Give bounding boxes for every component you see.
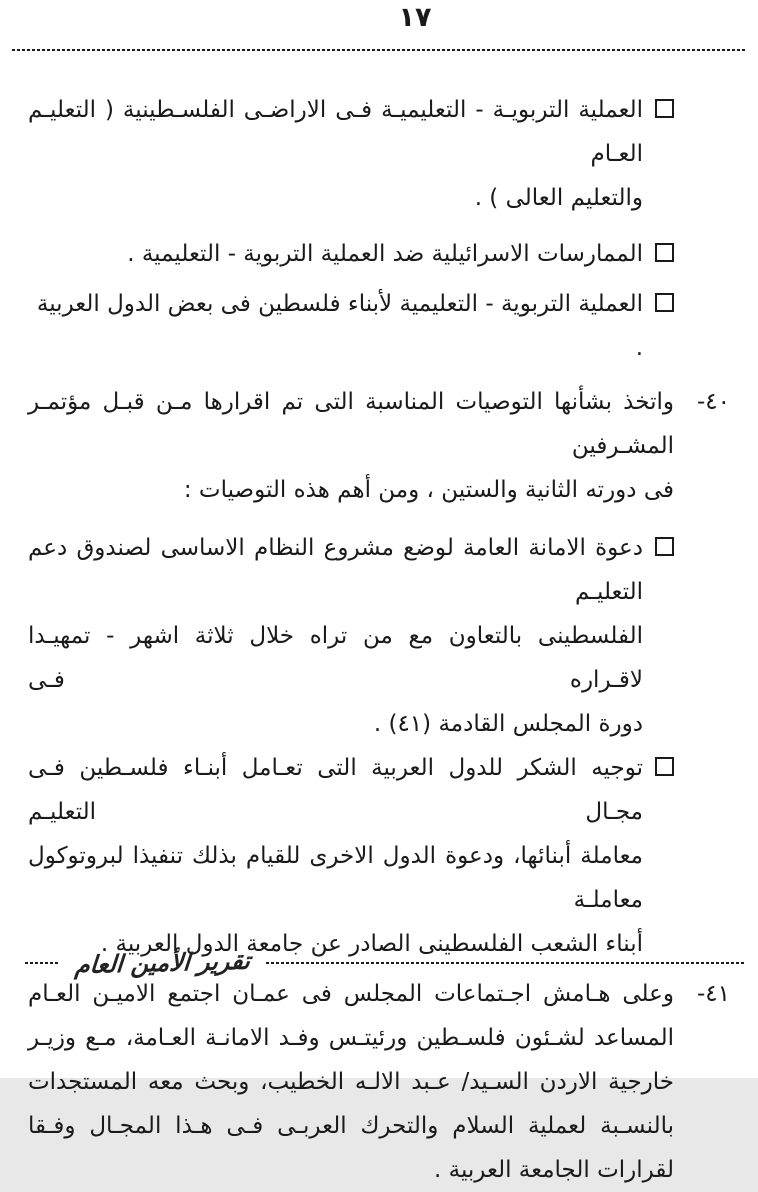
item-line: خارجية الاردن السـيد/ عـبد الالـه الخطيب، وبحث معه المستجدات xyxy=(28,1069,674,1095)
item-line: دورة المجلس القادمة (٤١) . xyxy=(373,711,643,737)
page-number: ١٧ xyxy=(398,2,432,33)
page-footer xyxy=(25,945,745,980)
checkbox-icon xyxy=(655,537,674,556)
item-line: لقرارات الجامعة العربية . xyxy=(434,1157,674,1183)
item-line: دعوة الامانة العامة لوضع مشروع النظام الاساسى لصندوق دعم التعليـم xyxy=(28,535,643,605)
checkbox-item xyxy=(28,526,730,746)
item-line: معاملة أبنائها، ودعوة الدول الاخرى للقيام بذلك تنفيذا لبروتوكول معاملـة xyxy=(28,843,643,913)
checkbox-icon xyxy=(655,293,674,312)
item-number: ٤١- xyxy=(696,981,730,1007)
item-line: واتخذ بشأنها التوصيات المناسبة التى تم اقرارها مـن قبـل مؤتمـر المشـرفين xyxy=(28,389,674,459)
item-line: وعلى هـامش اجـتماعات المجلس فى عمـان اجتمع الاميـن العـام xyxy=(28,981,674,1007)
item-number: ٤٠- xyxy=(696,389,730,415)
checkbox-icon xyxy=(655,757,674,776)
checkbox-item xyxy=(28,746,730,966)
checkbox-item xyxy=(28,232,730,276)
top-divider-rule xyxy=(12,49,745,51)
item-line: بالنسـبة لعملية السلام والتحرك العربـى فـى هـذا المجـال وفـقا xyxy=(28,1113,674,1139)
checkbox-item xyxy=(28,282,730,370)
item-line: فى دورته الثانية والستين ، ومن أهم هذه التوصيات : xyxy=(183,477,674,503)
checkbox-icon xyxy=(655,99,674,118)
document-body xyxy=(28,88,730,1192)
footer-divider-rule-short xyxy=(25,962,59,964)
checkbox-item xyxy=(28,88,730,220)
numbered-item xyxy=(28,972,730,1192)
footer-divider-rule xyxy=(266,962,745,964)
item-line: أبناء الشعب الفلسطينى الصادر عن جامعة الدول العربية . xyxy=(100,931,643,957)
numbered-item xyxy=(28,380,730,512)
item-line: العملية التربوية - التعليمية لأبناء فلسطين فى بعض الدول العربية . xyxy=(36,291,643,361)
item-line: الممارسات الاسرائيلية ضد العملية التربوية - التعليمية . xyxy=(127,241,643,267)
item-line: والتعليم العالى ) . xyxy=(474,185,643,211)
footer-handwritten-note: تقرير الأمين العام xyxy=(73,945,252,980)
item-line: العملية التربويـة - التعليميـة فـى الاراضـى الفلسـطينية ( التعليـم العـام xyxy=(28,97,643,167)
checkbox-icon xyxy=(655,243,674,262)
item-line: الفلسطينى بالتعاون مع من تراه خلال ثلاثة اشهر - تمهيـدا لاقـراره فـى xyxy=(28,623,643,693)
item-line: المساعد لشـئون فلسـطين ورئيتـس وفـد الامانـة العـامة، مـع وزيـر xyxy=(28,1025,674,1051)
item-line: توجيه الشكر للدول العربية التى تعـامل أبنـاء فلسـطين فـى مجـال التعليـم xyxy=(28,755,643,825)
